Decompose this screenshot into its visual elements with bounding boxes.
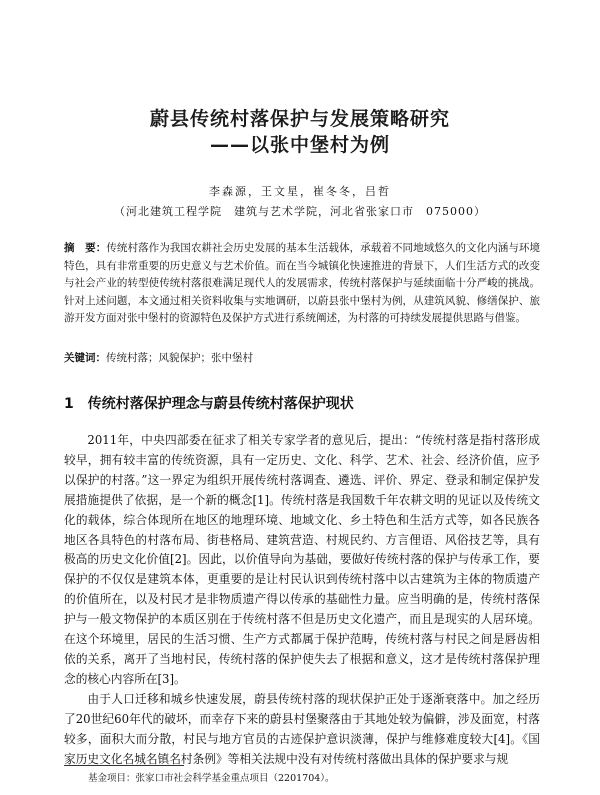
abstract-label: 摘 要： — [64, 242, 107, 254]
section-title: 传统村落保护理念与蔚县传统村落保护现状 — [87, 396, 354, 412]
authors: 李森源，王文星，崔冬冬，吕哲 — [209, 185, 391, 198]
section-heading — [64, 393, 354, 413]
footnote-divider — [64, 765, 184, 766]
paper-subtitle: ——以张中堡村为例 — [209, 134, 390, 156]
keywords-text: 传统村落；风貌保护；张中堡村 — [106, 352, 253, 364]
abstract — [64, 240, 540, 328]
keywords-label: 关键词： — [64, 352, 106, 364]
paper-title: 蔚县传统村落保护与发展策略研究 — [149, 108, 450, 130]
section-number: 1 — [64, 396, 74, 412]
body-text — [64, 431, 540, 769]
paragraph: 2011年，中央四部委在征求了相关专家学者的意见后，提出：“传统村落是指村落形成较早，拥有较丰富的传统资源，具有一定历史、文化、科学、艺术、社会、经济价值，应予以保护的村落。”这一界定为组织开展传统村落调查、遴选、评价、界定、登录和制定保护发展措施提供了依据，是一个新的概念[1]。传统村落是我国数千年农耕文明的见证以及传统文化的载体，综合体现所在地区的地理环境、地域文化、乡土特色和生活方式等，如各民族各地区各具特色的村落布局、街巷格局、建筑营造、村规民约、方言俚语、风俗技艺等，具有极高的历史文化价值[2]。因此，以价值导向为基础，要做好传统村落的保护与传承工作，要保护的不仅仅是建筑本体，更重要的是让村民认识到传统村落中以古建筑为主体的物质遗产的价值所在，以及村民才是非物质遗产得以传承的基础性力量。应当明确的是，传统村落保护与一般文物保护的本质区别在于传统村落不但是历史文化遗产，而且是现实的人居环境。在这个环境里，居民的生活习惯、生产方式都属于保护范畴，传统村落与村民之间是唇齿相依的关系，离开了当地村民，传统村落的保护使失去了根据和意义，这才是传统村落保护理念的核心内容所在[3]。 — [64, 433, 540, 686]
paragraph: 由于人口迁移和城乡快速发展，蔚县传统村落的现状保护正处于逐渐衰落中。加之经历了20世纪60年代的破坏，而幸存下来的蔚县村堡聚落由于其地处较为偏僻，涉及面宽，村落较多，面积大而分散，村民与地方官员的古迹保护意识淡薄，保护与维修难度较大[4]。《国家历史文化名城名镇名村条例》等相关法规中没有对传统村落做出具体的保护要求与规 — [64, 691, 540, 766]
abstract-text: 传统村落作为我国农耕社会历史发展的基本生活载体，承载着不同地域悠久的文化内涵与环境特色，具有非常重要的历史意义与艺术价值。而在当今城镇化快速推进的背景下，人们生活方式的改变与社会产业的转型使传统村落很难满足现代人的发展需求，传统村落保护与延续面临十分严峻的挑战。针对上述问题，本文通过相关资料收集与实地调研，以蔚县张中堡村为例，从建筑风貌、修缮保护、旅游开发方面对张中堡村的资源特色及保护方式进行系统阐述，为村落的可持续发展提供思路与借鉴。 — [64, 242, 541, 324]
affiliation: （河北建筑工程学院 建筑与艺术学院，河北省张家口市 075000） — [114, 205, 486, 218]
keywords — [64, 350, 540, 365]
footnote: 基金项目：张家口市社会科学基金重点项目（2201704）。 — [88, 773, 335, 784]
